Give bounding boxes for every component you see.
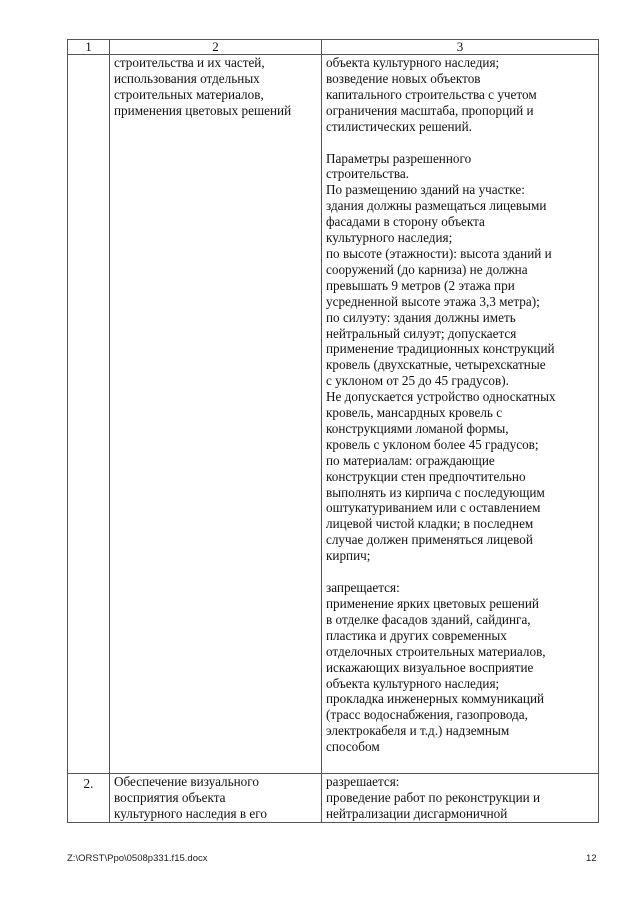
table-row	[68, 55, 599, 774]
table-header-row	[68, 40, 599, 55]
row-number-cell: 2.	[68, 774, 110, 823]
column-header-1: 1	[68, 40, 110, 55]
page-number: 12	[586, 853, 597, 864]
footer-file-path: Z:\ORST\Ppo\0508p331.f15.docx	[67, 853, 208, 864]
table-row	[68, 774, 599, 823]
row-number-cell	[68, 55, 110, 774]
column-header-2: 2	[110, 40, 322, 55]
row-parameters-cell	[322, 55, 599, 774]
parameters-paragraph-1: объекта культурного наследия; возведение новых объектов капитального строительства с учетом ограничения масштаба, пропорций и стилистических решений.	[326, 55, 537, 134]
row-requirement-cell	[110, 55, 322, 774]
column-header-3: 3	[322, 40, 599, 55]
regulations-table	[67, 39, 599, 823]
parameters-paragraph-2: Параметры разрешенного строительства. По размещению зданий на участке: здания должны размещаться лицевыми фасадами в сторону объекта культурного наследия; по высоте (этажности): высота зданий и сооружений (до карниза) не должна превышать 9 метров (2 этажа при усредненной высоте этажа 3,3 метра); по силуэту: здания должны иметь нейтральный силуэт; допускается применение традиционных конструкций кровель (двухскатные, четырехскатные с уклоном от 25 до 45 градусов). Не допускается устройство односкатных кровель, мансардных кровель с конструкциями ломаной формы, кровель с уклоном более 45 градусов; по материалам: ограждающие конструкции стен предпочтительно выполнять из кирпича с последующим оштукатуриванием или с оставлением лицевой чистой кладки; в последнем случае должен применяться лицевой кирпич;	[326, 150, 556, 564]
requirement-text: Обеспечение визуального восприятия объекта культурного наследия в его	[114, 774, 267, 821]
row-parameters-cell	[322, 774, 599, 823]
parameters-paragraph-3: запрещается: применение ярких цветовых решений в отделке фасадов зданий, сайдинга, пластика и других современных отделочных строительных материалов, искажающих визуальное восприятие объекта культурного наследия; прокладка инженерных коммуникаций (трасс водоснабжения, газопровода, электрокабеля и т.д.) надземным способом	[326, 580, 546, 755]
row-requirement-cell	[110, 774, 322, 823]
parameters-text: разрешается: проведение работ по реконструкции и нейтрализации дисгармоничной	[326, 774, 541, 821]
requirement-text: строительства и их частей, использования отдельных строительных материалов, применения цветовых решений	[114, 55, 292, 118]
